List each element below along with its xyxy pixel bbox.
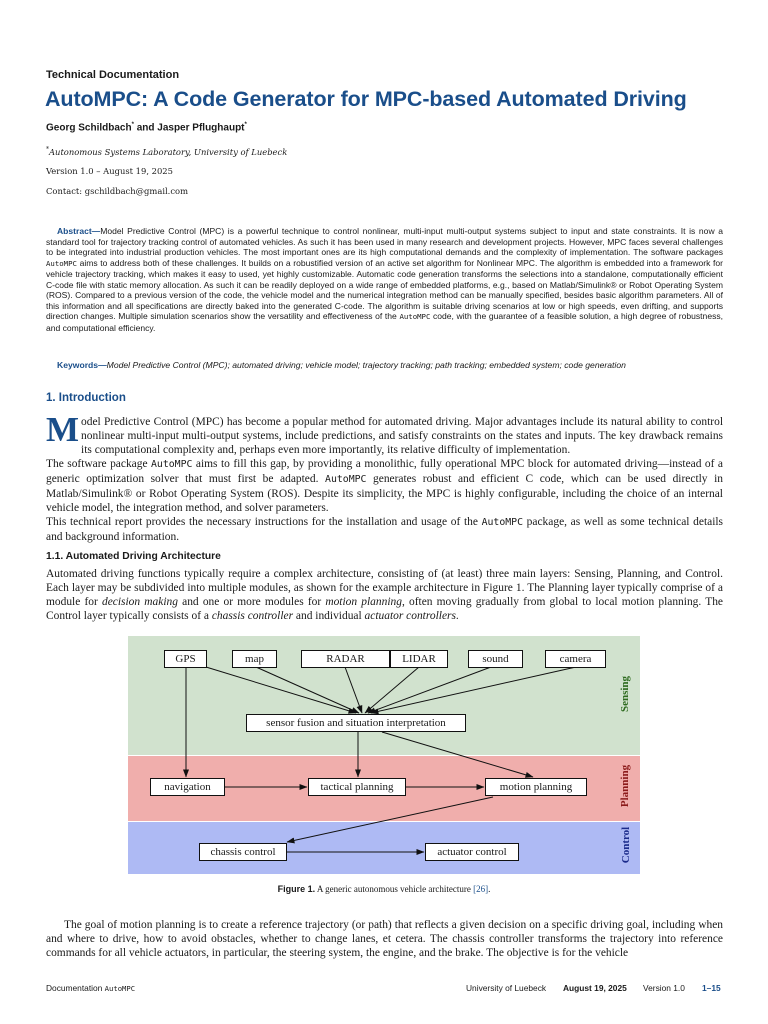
node-navigation: navigation: [150, 778, 225, 796]
code-inline: AutoMPC: [151, 459, 193, 470]
paragraph-text: , often moving gradually from global to local motion planning. The Control layer typically consists of a: [46, 596, 723, 622]
arrow-gps-fusion: [206, 667, 356, 713]
emphasis: chassis controller: [211, 610, 294, 622]
footer-text: Documentation: [46, 983, 105, 993]
node-actuator-control: actuator control: [425, 843, 519, 861]
affiliation-mark: *: [131, 122, 134, 128]
paragraph-text: The software package: [46, 458, 152, 470]
abstract-label: Abstract—: [57, 226, 101, 236]
contact-line: Contact: gschildbach@gmail.com: [46, 186, 189, 196]
caption-label: Figure 1.: [277, 884, 316, 894]
footer-date: August 19, 2025: [563, 983, 627, 993]
architecture-figure: [128, 636, 640, 874]
paragraph: [46, 457, 723, 515]
arrow-lidar-fusion: [365, 667, 419, 713]
paragraph: [46, 515, 723, 544]
code-inline: AutoMPC: [104, 984, 136, 993]
document-type-label: Technical Documentation: [46, 69, 180, 81]
layer-label-planning: Planning: [619, 764, 632, 808]
node-radar: RADAR: [301, 650, 390, 668]
drop-cap: M: [46, 410, 80, 449]
code-inline: AutoMPC: [481, 517, 524, 528]
figure-arrows: [128, 636, 640, 874]
figure-caption: [0, 884, 768, 894]
paragraph: [46, 410, 723, 457]
emphasis: actuator controllers: [364, 610, 456, 622]
paragraph-text: and individual: [293, 610, 365, 622]
footer-page-number: 1–15: [702, 983, 721, 993]
abstract-text: code, with the guarantee of a feasible solution, a high degree of robustness, and computational efficiency.: [46, 311, 723, 333]
abstract-text: aims to address both of these challenges. It builds on a robustified version of an active set algorithm for Nonlinear MPC. The algorithm is embedded into a framework for vehicle trajectory tracking, which makes it easy to used, yet highly customizable. Automatic code generation transforms the selections into a standalone, computationally efficient C-code file with static memory allocation. As such it can be readily deployed on a wide range of embedded platforms, e.g., based on Matlab/Simulink® or Robot Operating System (ROS). Compared to a previous version of the code, the vehicle model and the numerical integration method can be manually specified, besides basic algorithm parameters. All of this information and all specifications are directly baked into the generated C-code. The algorithm is suitable driving scenarios at low or high speeds, even drifting, and supports direction changes. Multiple simulation scenarios show the versatility and effectiveness of the: [46, 257, 723, 322]
paragraph-text: .: [455, 610, 459, 622]
author-name: Georg Schildbach: [46, 122, 132, 134]
author-name: Jasper Pflughaupt: [157, 122, 245, 134]
emphasis: decision making: [102, 596, 178, 608]
section-heading-introduction: 1. Introduction: [46, 392, 126, 404]
paragraph-text: and one or more modules for: [177, 596, 326, 608]
layer-label-control: Control: [620, 826, 633, 864]
arrow-radar-fusion: [345, 667, 362, 713]
paragraph-text: odel Predictive Control (MPC) has become a popular method for automated driving. Major advantages include its natural ability to control nonlinear multi-input multi-output systems, include predictions, and satisfy constraints on the states and inputs. The key drawback remains its computational complexity and, perhaps even more importantly, its relative difficulty of implementation.: [81, 416, 723, 456]
architecture-body: [46, 567, 723, 623]
node-camera: camera: [545, 650, 606, 668]
keywords-label: Keywords—: [57, 360, 107, 370]
code-inline: AutoMPC: [46, 258, 77, 268]
code-inline: AutoMPC: [325, 474, 367, 485]
paragraph-text: aims to fill this gap, by providing a monolithic, fully operational MPC block for automated driving—instead of a generic optimization solver that must first be adapted.: [46, 458, 723, 485]
paragraph-text: generates robust and efficient C code, which can be used directly in Matlab/Simulink® or Robot Operating System (ROS). Despite its simplicity, the MPC is highly configurable, including the choice of an internal vehicle model, the integration method, and solver parameters.: [46, 473, 723, 514]
node-tactical-planning: tactical planning: [308, 778, 406, 796]
version-line: Version 1.0 – August 19, 2025: [46, 166, 173, 176]
code-inline: AutoMPC: [399, 312, 431, 322]
introduction-body: [46, 410, 724, 544]
emphasis: motion planning: [325, 596, 402, 608]
node-map: map: [232, 650, 277, 668]
citation-link[interactable]: [26]: [473, 884, 489, 894]
subsection-heading-architecture: 1.1. Automated Driving Architecture: [46, 551, 221, 562]
affiliation: [46, 146, 287, 157]
node-motion-planning: motion planning: [485, 778, 587, 796]
footer-version: Version 1.0: [643, 983, 685, 993]
node-chassis-control: chassis control: [199, 843, 287, 861]
arrow-motion-chassis: [287, 797, 493, 842]
paragraph: [46, 567, 723, 623]
arrow-map-fusion: [256, 667, 359, 713]
caption-text: .: [488, 884, 491, 894]
author-separator: and: [133, 122, 158, 134]
affiliation-mark: *: [46, 146, 49, 153]
keywords-text: Model Predictive Control (MPC); automated driving; vehicle model; trajectory tracking; path tracking; embedded system; code generation: [106, 360, 626, 370]
footer-doc-name: [46, 983, 135, 993]
paragraph-text: This technical report provides the necessary instructions for the installation and usage of the: [46, 516, 482, 528]
paragraph-text: Automated driving functions typically require a complex architecture, consisting of (at least) three main layers: Sensing, Planning, and Control. Each layer may be subdivided into multiple modules, as shown for the example architecture in Figure 1. The Planning layer typically comprise of a module for: [46, 568, 723, 608]
affiliation-text: Autonomous Systems Laboratory, University of Luebeck: [49, 146, 288, 157]
paper-title: AutoMPC: A Code Generator for MPC-based Automated Driving: [45, 87, 687, 111]
node-sensor-fusion: sensor fusion and situation interpretation: [246, 714, 466, 732]
paragraph: The goal of motion planning is to create a reference trajectory (or path) that reflects a given decision on a specific driving goal, including when and where to drive, how to avoid obstacles, whether to change lanes, et cetera. The chassis controller transforms the trajectory into reference commands for all vehicle actuators, in particular, the steering system, the engine, and the brake. The objective is for the vehicle: [46, 919, 723, 959]
arrow-fusion-motion: [382, 732, 533, 777]
abstract-text: Model Predictive Control (MPC) is a powerful technique to control nonlinear, multi-input multi-output systems subject to input and state constraints. It is now a standard tool for trajectory tracking control of automated vehicles. As such it has been used in many research and development projects. However, MPC faces several challenges to be integrated into industrial production vehicles. The most important ones are its high computational demands and the complexity of implementation. The software packages: [46, 226, 723, 258]
footer-university: University of Luebeck: [466, 983, 547, 993]
layer-label-sensing: Sensing: [619, 675, 632, 713]
caption-text: A generic autonomous vehicle architecture: [315, 884, 474, 894]
paragraph-text: package, as well as some technical details and background information.: [46, 516, 724, 543]
node-sound: sound: [468, 650, 523, 668]
author-list: [46, 122, 247, 133]
node-gps: GPS: [164, 650, 207, 668]
abstract: [46, 226, 723, 333]
keywords: [57, 360, 626, 370]
node-lidar: LIDAR: [390, 650, 448, 668]
affiliation-mark: *: [244, 122, 247, 128]
